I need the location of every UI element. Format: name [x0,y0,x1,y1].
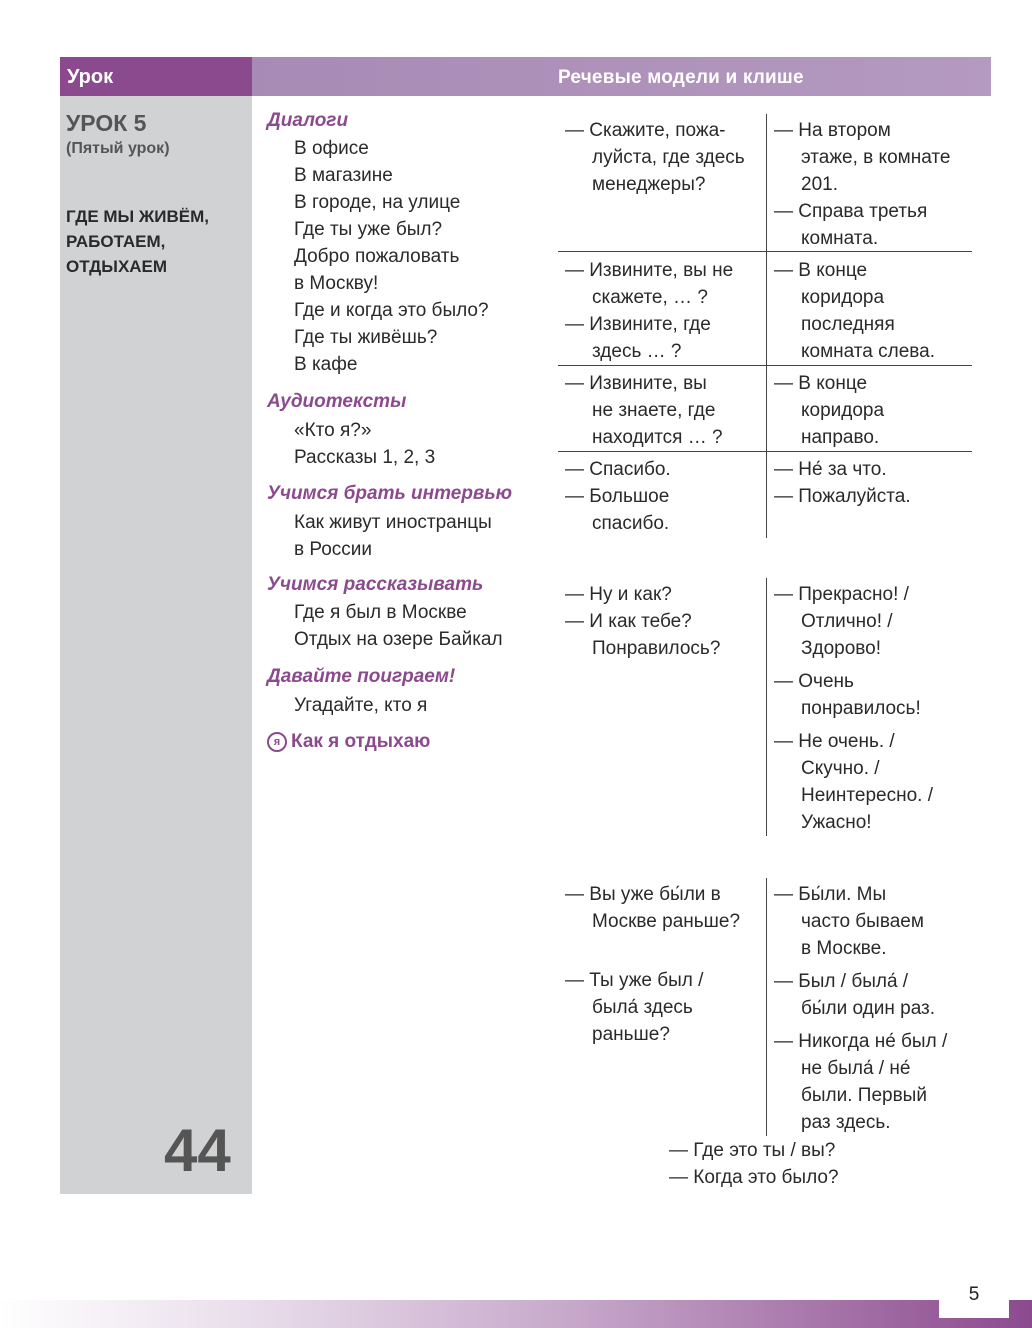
list-item: Где я был в Москве [294,602,467,623]
table-divider-horizontal [558,365,972,366]
model-answer: — В конце коридора направо. [774,373,885,448]
model-question: — Извините, вы не скажете, … ? — Извините, где здесь … ? [565,260,734,362]
lesson-theme [66,204,246,279]
list-item: В офисе [294,138,369,159]
table-divider-vertical [766,878,767,1136]
section-title-game: Давайте поиграем! [267,666,456,687]
lesson-theme-line: ОТДЫХАЕМ [66,257,168,276]
list-item: В кафе [294,354,358,375]
section-list-audio [294,417,435,471]
list-item: «Кто я?» [294,420,372,441]
section-title-interview: Учимся брать интервью [267,483,513,504]
table-divider-vertical [766,114,767,538]
list-item: Угадайте, кто я [294,695,428,716]
model-question: — Скажите, пожа- луйста, где здесь менеджеры? [565,120,745,195]
lesson-column [60,96,252,1194]
model-question: — Ну и как? — И как тебе? Понравилось? [565,584,721,659]
header-lesson-label: Урок [60,57,252,96]
model-answer: — На втором этаже, в комнате 201. — Справа третья комната. [774,120,951,249]
list-item: Где и когда это было? [294,300,489,321]
header-speech-models: Речевые модели и клише [252,57,991,96]
table-divider-vertical [766,578,767,836]
page-number: 5 [939,1272,1009,1318]
lesson-page-number: 44 [164,1117,231,1184]
model-question: — Спасибо. — Большое спасибо. [565,459,671,534]
ya-icon: я [267,732,287,752]
model-answer: — В конце коридора последняя комната слева. [774,260,936,362]
list-item: Добро пожаловать [294,246,460,267]
section-list-dialogs [294,135,489,378]
section-list-game [294,692,427,719]
lesson-theme-line: РАБОТАЕМ, [66,232,166,251]
model-answer: — Не́ за что. — Пожалуйста. [774,459,911,507]
lesson-theme-line: ГДЕ МЫ ЖИВЁМ, [66,207,210,226]
section-title-storytelling: Учимся рассказывать [267,574,484,595]
model-question: — Вы уже бы́ли в Москве раньше? — Ты уже был / была́ здесь раньше? [565,884,741,1045]
section-list-storytelling [294,599,503,653]
list-item: В магазине [294,165,393,186]
list-item: Как живут иностранцы [294,512,492,533]
ya-block-text: Как я отдыхаю [291,731,431,752]
section-title-dialogs: Диалоги [267,110,349,131]
list-item: В городе, на улице [294,192,461,213]
list-item: в России [294,539,373,560]
list-item: Где ты живёшь? [294,327,438,348]
table-divider-horizontal [558,451,972,452]
section-list-interview [294,509,492,563]
bottom-questions: — Где это ты / вы? — Когда это было? [669,1140,839,1188]
ya-block [267,731,430,753]
lesson-number: УРОК 5 [66,110,147,136]
model-answer: — Прекрасно! / Отлично! / Здорово! — Очень понравилось! — Не очень. / Скучно. / Неинтересно. / Ужасно! [774,584,933,833]
section-title-audio: Аудиотексты [267,391,407,412]
model-question: — Извините, вы не знаете, где находится … ? [565,373,723,448]
table-divider-horizontal [558,251,972,252]
footer-bar [0,1300,1032,1328]
list-item: Рассказы 1, 2, 3 [294,447,436,468]
lesson-subtitle: (Пятый урок) [66,140,170,157]
list-item: Отдых на озере Байкал [294,629,503,650]
list-item: в Москву! [294,273,379,294]
model-answer: — Бы́ли. Мы часто бываем в Москве. — Был / была́ / бы́ли один раз. — Никогда не́ был / не была́ / не́ были. Первый раз здесь. [774,884,948,1133]
list-item: Где ты уже был? [294,219,443,240]
